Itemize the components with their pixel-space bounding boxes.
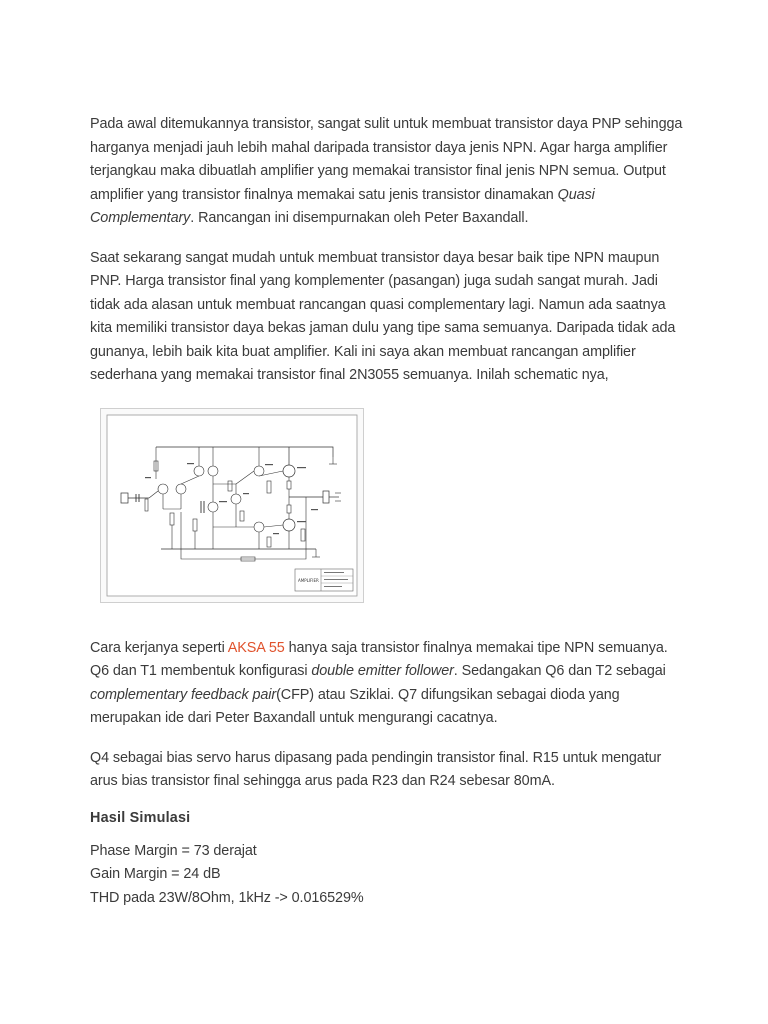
paragraph-operation-text-a: Cara kerjanya seperti [90, 639, 228, 656]
result-thd: THD pada 23W/8Ohm, 1kHz -> 0.016529% [90, 889, 364, 906]
paragraph-operation-text-d: (CFP) atau Sziklai. Q7 difungsikan sebagai dioda yang merupakan ide dari Peter Baxandall untuk mengurangi cacatnya. [90, 686, 620, 726]
paragraph-bias: Q4 sebagai bias servo harus dipasang pada pendingin transistor final. R15 untuk mengatur arus bias transistor final sehingga arus pada R23 dan R24 sebesar 80mA. [90, 749, 662, 789]
paragraph-operation-text-c: . Sedangakan Q6 dan T2 sebagai [453, 663, 666, 679]
paragraph-operation [90, 637, 690, 731]
cfp-term: complementary feedback pair [90, 686, 277, 703]
simulation-heading: Hasil Simulasi [90, 809, 191, 826]
double-emitter-follower-term: double emitter follower [311, 663, 454, 679]
result-gain-margin: Gain Margin = 24 dB [90, 866, 221, 882]
schematic-drawing [101, 409, 363, 602]
paragraph-operation-text-b: hanya saja transistor finalnya memakai tipe NPN semuanya. Q6 dan T1 membentuk konfigurasi [90, 639, 668, 679]
aksa-55-link[interactable]: AKSA 55 [227, 639, 285, 656]
quasi-complementary-term: Quasi Complementary [90, 186, 595, 226]
paragraph-intro [90, 113, 690, 231]
article-body [90, 113, 690, 910]
paragraph-modern: Saat sekarang sangat mudah untuk membuat transistor daya besar baik tipe NPN maupun PNP. Harga transistor final yang komplementer (pasangan) juga sudah sangat murah. Jadi tidak ada alasan untuk membuat rancangan quasi complementary lagi. Namun ada saatnya kita memiliki transistor daya bekas jaman dulu yang tipe sama semuanya. Daripada tidak ada gunanya, lebih baik kita buat amplifier. Kali ini saya akan membuat rancangan amplifier sederhana yang memakai transistor final 2N3055 semuanya. Inilah schematic nya, [90, 249, 676, 383]
result-phase-margin: Phase Margin = 73 derajat [90, 842, 257, 859]
schematic-image [100, 408, 364, 603]
title-block-label: AMPLIFIER [298, 577, 319, 583]
paragraph-intro-text: Pada awal ditemukannya transistor, sangat sulit untuk membuat transistor daya PNP sehingga harganya menjadi jauh lebih mahal daripada transistor daya jenis NPN. Agar harga amplifier terjangkau maka dibuatlah amplifier yang memakai transistor final jenis NPN semua. Output amplifier yang transistor finalnya memakai satu jenis transistor dinamakan [90, 116, 683, 203]
paragraph-intro-tail: . Rancangan ini disempurnakan oleh Peter Baxandall. [190, 210, 529, 226]
